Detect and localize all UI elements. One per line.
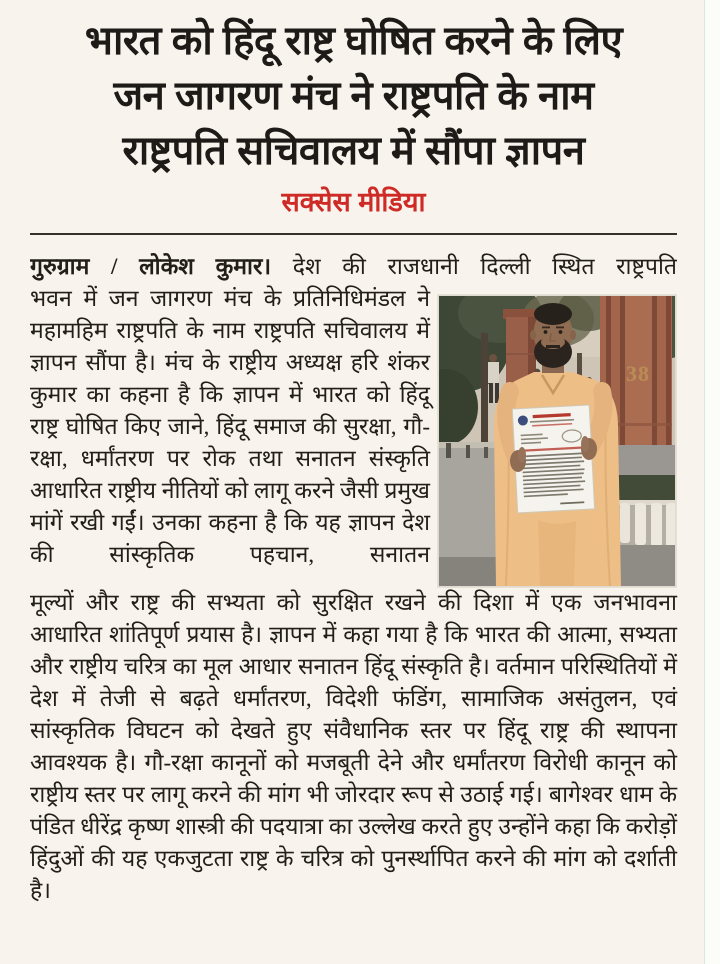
article-photo (438, 295, 676, 587)
column-paragraph: भवन में जन जागरण मंच के प्रतिनिधिमंडल ने महामहिम राष्ट्रपति के नाम राष्ट्रपति सचिवालय में ज्ञापन सौंपा है। मंच के राष्ट्रीय अध्यक्ष हरि शंकर कुमार का कहना है कि ज्ञापन में भारत को हिंदू राष्ट्र घोषित किए जाने, हिंदू समाज की सुरक्षा, गौ-रक्षा, धर्मांतरण पर रोक तथा सनातन संस्कृति आधारित राष्ट्रीय नीतियों को लागू करने जैसी प्रमुख मांगें रखी गईं। उनका कहना है कि यह ज्ञापन देश की सांस्कृतिक पहचान, सनातन (30, 286, 430, 567)
headline-line-3: राष्ट्रपति सचिवालय में सौंपा ज्ञापन (122, 129, 585, 173)
article-lead-line (30, 251, 677, 283)
gate-number: 38 (626, 361, 650, 386)
headline-divider (30, 233, 677, 235)
article-body (30, 251, 677, 907)
lead-text: देश की राजधानी दिल्ली स्थित राष्ट्रपति (292, 254, 677, 279)
headline-line-1: भारत को हिंदू राष्ट्र घोषित करने के लिए (84, 19, 623, 63)
photo-illustration (438, 295, 676, 587)
headline-line-2: जन जागरण मंच ने राष्ट्रपति के नाम (113, 74, 594, 118)
byline: गुरुग्राम / लोकेश कुमार। (30, 254, 272, 279)
closing-paragraph: मूल्यों और राष्ट्र की सभ्यता को सुरक्षित रखने की दिशा में एक जनभावना आधारित शांतिपूर्ण प्रयास है। ज्ञापन में कहा गया है कि भारत की आत्मा, सभ्यता और राष्ट्रीय चरित्र का मूल आधार सनातन हिंदू संस्कृति है। वर्तमान परिस्थितियों में देश में तेजी से बढ़ते धर्मांतरण, विदेशी फंडिंग, सामाजिक असंतुलन, एवं सांस्कृतिक विघटन को देखते हुए संवैधानिक स्तर पर हिंदू राष्ट्र की स्थापना आवश्यक है। गौ-रक्षा कानूनों को मजबूती देने और धर्मांतरण विरोधी कानून को राष्ट्रीय स्तर पर लागू करने की मांग भी जोरदार रूप से उठाई गई। बागेश्वर धाम के पंडित धीरेंद्र कृष्ण शास्त्री की पदयात्रा का उल्लेख करते हुए उन्होंने कहा कि करोड़ों हिंदुओं की यह एकजुटता राष्ट्र के चरित्र को पुनर्स्थापित करने की मांग को दर्शाती है। (30, 590, 677, 903)
headline (30, 14, 677, 179)
text-photo-row (30, 283, 677, 587)
source-name: सक्सेस मीडिया (281, 187, 426, 217)
